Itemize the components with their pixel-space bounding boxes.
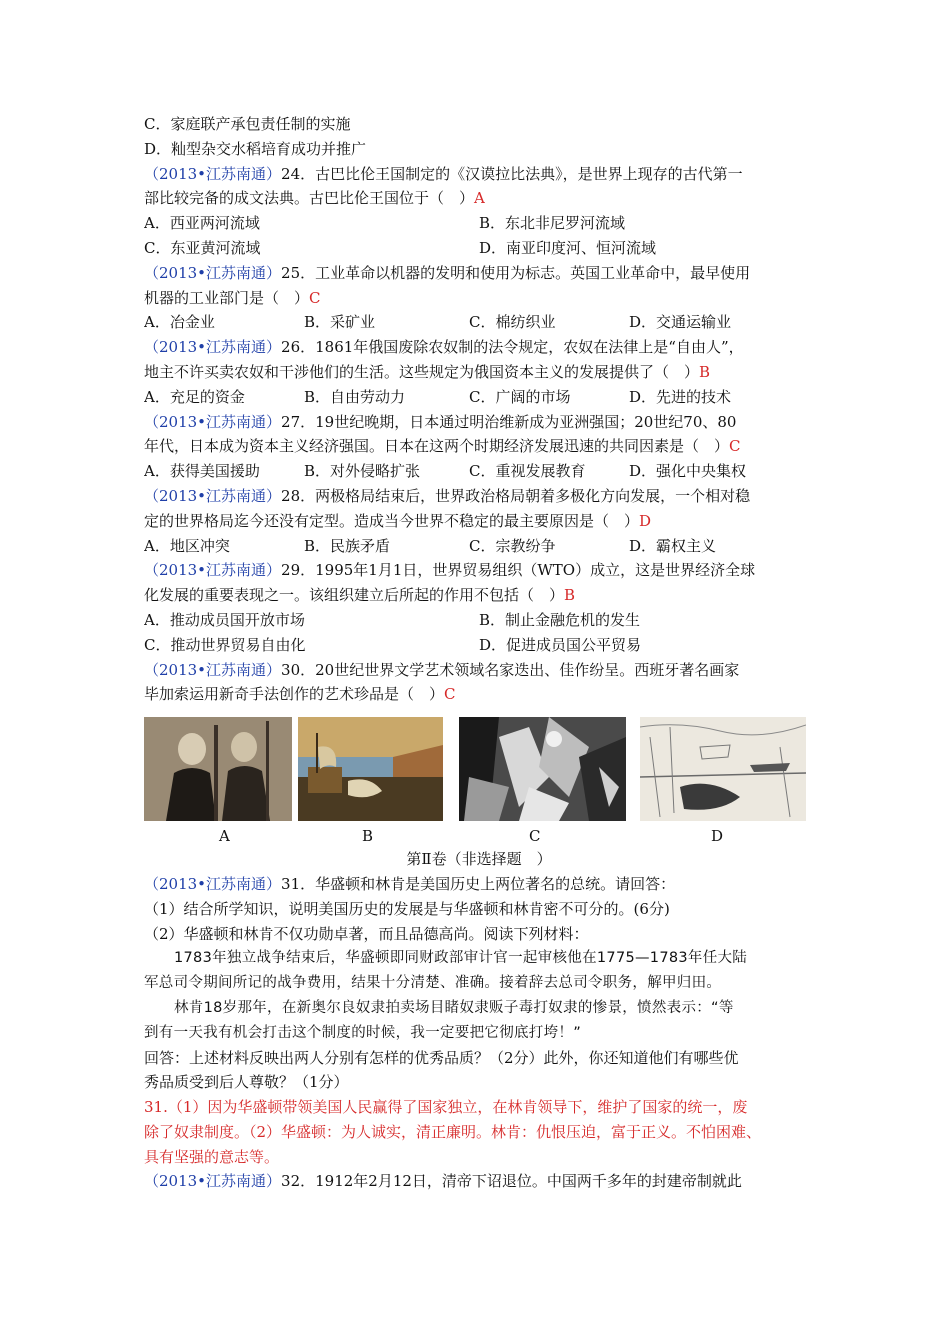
option-c-label: C (529, 827, 541, 846)
answer-mark: D (639, 511, 652, 530)
source-tag: （2013•江苏南通） (144, 1172, 282, 1191)
answer-mark: B (699, 362, 711, 381)
artwork-images (144, 707, 814, 857)
answer-mark: C (444, 685, 456, 704)
answer-mark: B (564, 586, 576, 605)
source-tag: （2013•江苏南通） (144, 263, 282, 282)
question-24: （2013•江苏南通）24．古巴比伦王国制定的《汉谟拉比法典》，是世界上现存的古代第一 (144, 164, 743, 183)
answer-31: 31.（1）因为华盛顿带领美国人民赢得了国家独立，在林肯领导下，维护了国家的统一，废 (144, 1098, 748, 1117)
source-tag: （2013•江苏南通） (144, 660, 282, 679)
question-32: （2013•江苏南通）32．1912年2月12日，清帝下诏退位。中国两千多年的封建帝制就此 (144, 1172, 742, 1191)
option-a-photo (144, 717, 292, 821)
question-28: （2013•江苏南通）28．两极格局结束后，世界政治格局朝着多极化方向发展，一个相对稳 (144, 486, 751, 505)
source-tag: （2013•江苏南通） (144, 338, 282, 357)
option-line: C．家庭联产承包责任制的实施 (144, 115, 351, 133)
source-tag: （2013•江苏南通） (144, 486, 282, 505)
option-b-painting (298, 717, 443, 821)
question-27: （2013•江苏南通）27．19世纪晚期，日本通过明治维新成为亚洲强国；20世纪70、80 (144, 412, 737, 431)
answer-mark: C (309, 288, 321, 307)
source-tag: （2013•江苏南通） (144, 412, 282, 431)
source-tag: （2013•江苏南通） (144, 561, 282, 580)
section-title: 第Ⅱ卷（非选择题 ） (406, 850, 552, 869)
option-d-label: D (711, 827, 724, 846)
question-29: （2013•江苏南通）29．1995年1月1日，世界贸易组织（WTO）成立，这是世界经济全球 (144, 561, 756, 580)
option-a-label: A (219, 827, 230, 846)
material-2: 林肯18岁那年，在新奥尔良奴隶拍卖场目睹奴隶贩子毒打奴隶的惨景，愤然表示：“等 (174, 999, 734, 1016)
answer-mark: C (729, 437, 741, 456)
question-25: （2013•江苏南通）25．工业革命以机器的发明和使用为标志。英国工业革命中，最早使用 (144, 263, 751, 282)
question-30: （2013•江苏南通）30．20世纪世界文学艺术领域名家迭出、佳作纷呈。西班牙著名画家 (144, 660, 740, 679)
source-tag: （2013•江苏南通） (144, 874, 282, 893)
question-31: （2013•江苏南通）31．华盛顿和林肯是美国历史上两位著名的总统。请回答： (144, 874, 676, 893)
option-line: D．籼型杂交水稻培育成功并推广 (144, 139, 367, 158)
source-tag: （2013•江苏南通） (144, 164, 282, 183)
option-d-sketch (640, 717, 806, 821)
answer-mark: A (474, 189, 485, 208)
option-c-painting (459, 717, 626, 821)
question-26: （2013•江苏南通）26．1861年俄国废除农奴制的法令规定，农奴在法律上是“自由人”， (144, 338, 744, 357)
material-1: 1783年独立战争结束后，华盛顿即同财政部审计官一起审核他在1775—1783年任大陆 (174, 950, 748, 967)
option-b-label: B (362, 827, 374, 846)
exam-page: C．家庭联产承包责任制的实施 D．籼型杂交水稻培育成功并推广 （2013•江苏南通）24．古巴比伦王国制定的《汉谟拉比法典》，是世界上现存的古代第一 部比较完备的成文法典。古巴比伦王国位于（ ）A A．西亚两河流域 B．东北非尼罗河流域 C．东亚黄河流域 D．南亚印度河、恒河流域 （2013•江苏南通）25．工业革命以机器的发明和使用为标志。英国工业革命中，最早使用 机器的工业部门是（ ）C A．冶金业 B．采矿业 C．棉纺织业 D．交通运输业 （2013•江苏南通）26．1861年俄国废除农奴制的法令规定，农奴在法律上是“自由人”， 地主不许买卖农奴和干涉他们的生活。这些规定为俄国资本主义的发展提供了（ ）B A．充足的资金 B．自由劳动力 C．广阔的市场 D．先进的技术 （2013•江苏南通）27．19世纪晚期，日本通过明治维新成为亚洲强国；20世纪70、80 年代，日本成为资本主义经济强国。日本在这两个时期经济发展迅速的共同因素是（ ）C A．获得美国援助 B．对外侵略扩张 C．重视发展教育 D．强化中央集权 （2013•江苏南通）28．两极格局结束后，世界政治格局朝着多极化方向发展，一个相对稳 定的世界格局迄今还没有定型。造成当今世界不稳定的最主要原因是（ ）D A．地区冲突 B．民族矛盾 C．宗教纷争 D．霸权主义 （2013•江苏南通）29．1995年1月1日，世界贸易组织（WTO）成立，这是世界经济全球 化发展的重要表现之一。该组织建立后所起的作用不包括（ ）B A．推动成员国开放市场 B．制止金融危机的发生 C．推动世界贸易自由化 D．促进成员国公平贸易 （2013•江苏南通）30．20世纪世界文学艺术领域名家迭出、佳作纷呈。西班牙著名画家 毕加索运用新奇手法创作的艺术珍品是（ ）C A B C D 第Ⅱ卷（非选择题 ） （2013•江苏南通）31．华盛顿和林肯是美国历史上两位著名的总统。请回答： （1）结合所学知识，说明美国历史的发展是与华盛顿和林肯密不可分的。(6分) （2）华盛顿和林肯不仅功勋卓著，而且品德高尚。阅读下列材料： 1783年独立战争结束后，华盛顿即同财政部审计官一起审核他在1775—1783年任大陆 军总司令期间所记的战争费用，结果十分清楚、准确。接着辞去总司令职务，解甲归田。 林肯18岁那年，在新奥尔良奴隶拍卖场目睹奴隶贩子毒打奴隶的惨景，愤然表示：“等 到有一天我有机会打击这个制度的时候，我一定要把它彻底打垮！” 回答：上述材料反映出两人分别有怎样的优秀品质？（2分）此外，你还知道他们有哪些优 秀品质受到后人尊敬？（1分） 31.（1）因为华盛顿带领美国人民赢得了国家独立，在林肯领导下，维护了国家的统一，废 除了奴隶制度。（2）华盛顿：为人诚实，清正廉明。林肯：仇恨压迫，富于正义。不怕困难、 具有坚强的意志等。 （2013•江苏南通）32．1912年2月12日，清帝下诏退位。中国两千多年的封建帝制就此 (144, 112, 814, 1194)
